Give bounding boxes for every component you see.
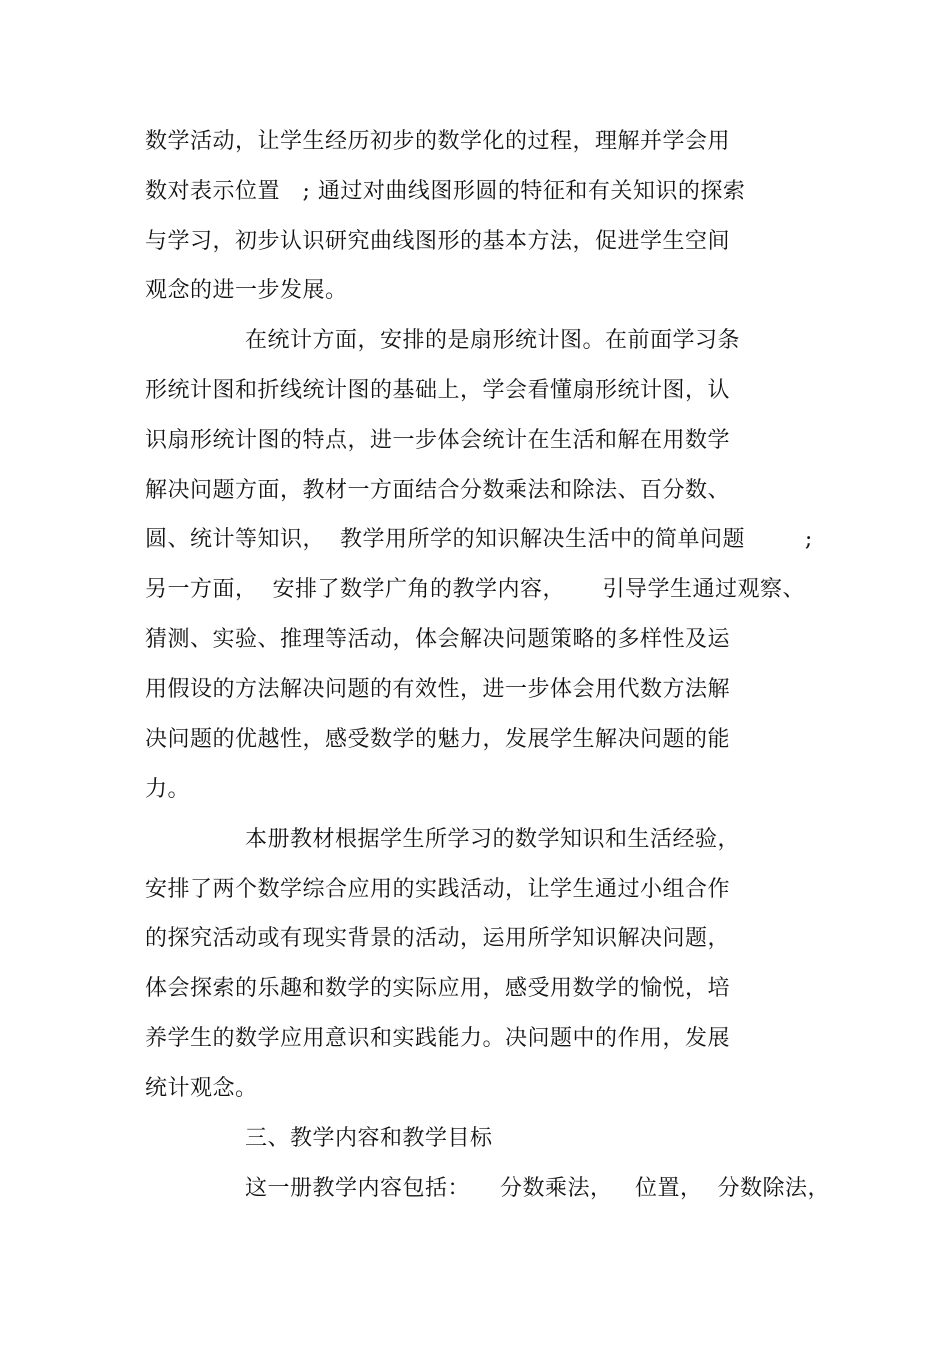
paragraph-line: 圆、统计等知识， 教学用所学的知识解决生活中的简单问题 ;	[145, 527, 813, 552]
paragraph-line: 用假设的方法解决问题的有效性，进一步体会用代数方法解	[145, 677, 731, 702]
paragraph-line: 力。	[145, 777, 191, 802]
paragraph-line: 观念的进一步发展。	[145, 278, 348, 303]
paragraph-line: 这一册教学内容包括： 分数乘法， 位置， 分数除法，	[245, 1176, 830, 1201]
paragraph-line: 形统计图和折线统计图的基础上，学会看懂扇形统计图，认	[145, 378, 731, 403]
paragraph-line: 另一方面， 安排了数学广角的教学内容， 引导学生通过观察、	[145, 577, 805, 602]
section-heading: 三、教学内容和教学目标	[245, 1126, 493, 1151]
paragraph-line: 体会探索的乐趣和数学的实际应用，感受用数学的愉悦，培	[145, 976, 731, 1001]
paragraph-line: 决问题的优越性，感受数学的魅力，发展学生解决问题的能	[145, 727, 731, 752]
paragraph-line: 养学生的数学应用意识和实践能力。决问题中的作用，发展	[145, 1026, 731, 1051]
paragraph-line: 本册教材根据学生所学习的数学知识和生活经验，	[245, 827, 741, 852]
paragraph-line: 在统计方面，安排的是扇形统计图。在前面学习条	[245, 328, 741, 353]
paragraph-line: 数学活动，让学生经历初步的数学化的过程，理解并学会用	[145, 129, 731, 154]
paragraph-line: 安排了两个数学综合应用的实践活动，让学生通过小组合作	[145, 877, 731, 902]
paragraph-line: 解决问题方面，教材一方面结合分数乘法和除法、百分数、	[145, 478, 731, 503]
paragraph-line: 数对表示位置 ; 通过对曲线图形圆的特征和有关知识的探索	[145, 179, 746, 204]
paragraph-line: 统计观念。	[145, 1076, 258, 1101]
paragraph-line: 猜测、实验、推理等活动，体会解决问题策略的多样性及运	[145, 627, 731, 652]
paragraph-line: 与学习，初步认识研究曲线图形的基本方法，促进学生空间	[145, 229, 731, 254]
paragraph-line: 的探究活动或有现实背景的活动，运用所学知识解决问题，	[145, 926, 731, 951]
paragraph-line: 识扇形统计图的特点，进一步体会统计在生活和解在用数学	[145, 428, 731, 453]
